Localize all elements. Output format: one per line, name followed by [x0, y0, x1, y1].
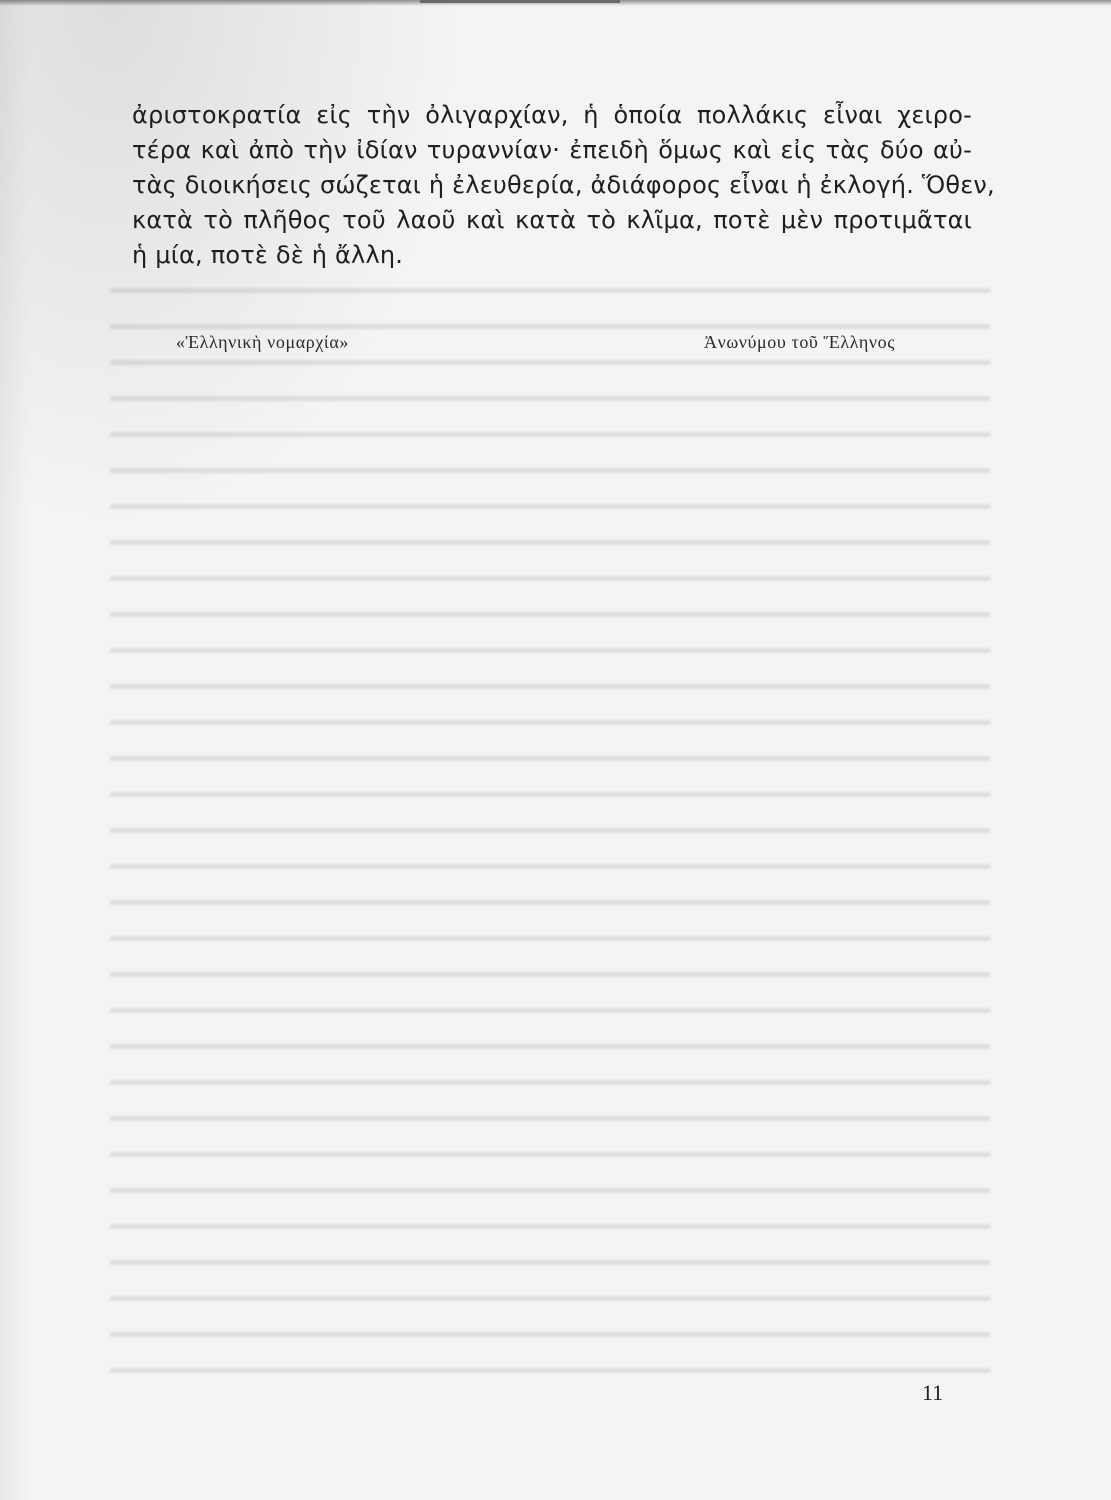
show-through-from-reverse	[110, 270, 990, 1380]
quoted-paragraph	[132, 98, 995, 273]
paragraph-line: ἡ μία, ποτὲ δὲ ἡ ἄλλη.	[132, 241, 404, 269]
source-title: «Ἑλληνικὴ νομαρχία»	[176, 332, 350, 352]
paragraph-line: τέρα καὶ ἀπὸ τὴν ἰδίαν τυραννίαν· ἐπειδὴ ὅμως καὶ εἰς τὰς δύο αὐ-	[132, 136, 972, 164]
source-author: Ἀνωνύμου τοῦ Ἕλληνος	[704, 332, 895, 352]
paragraph-line: τὰς διοικήσεις σώζεται ἡ ἐλευθερία, ἀδιάφορος εἶναι ἡ ἐκλογή. Ὅθεν,	[132, 171, 995, 199]
paragraph-line: κατὰ τὸ πλῆθος τοῦ λαοῦ καὶ κατὰ τὸ κλῖμα, ποτὲ μὲν προτιμᾶται	[132, 206, 972, 234]
paragraph-line: ἀριστοκρατία εἰς τὴν ὀλιγαρχίαν, ἡ ὁποία πολλάκις εἶναι χειρο-	[132, 101, 972, 129]
scan-top-mark	[420, 0, 620, 3]
page-number: 11	[922, 1380, 944, 1405]
